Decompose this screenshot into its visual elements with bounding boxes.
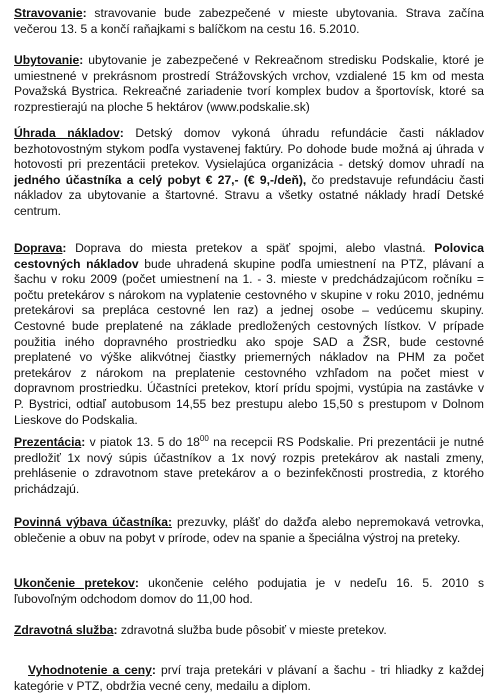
heading-colon: : xyxy=(151,663,156,677)
doprava-text-2: bude uhradená skupine podľa umiestnení na PTZ, plávaní a šachu v roku 2009 (počet umiestnení na 1. - 3. mieste v predchádzajúcom ročníku = počtu pretekárov s nárokom na vyplatenie cestovného v skupine v roku 2010, jednému pretekárovi sa prepláca cestovné len raz) a jednej osobe – vedúcemu skupiny. Cestovné bude preplatené na základe predložených cestovných lístkov. V prípade použitia iného dopravného prostriedku ako spoje SAD a ŽSR, bude cestovné preplatené vo výške alikvótnej čiastky priemerných nákladov na PHM za počet pretekárov z nárokom na preplatenie cestovného vzhľadom na počet miest v dopravnom prostriedku. Účastníci pretekov, ktorí prídu spojmi, vystúpia na zastávke v P. Bystrici, odtiaľ autobusom 14,55 bez prestupu alebo 15,50 s prestupom v Dolnom Lieskove do Podskalia. xyxy=(14,256,484,427)
heading-uhrada-nakladov: Úhrada nákladov xyxy=(14,126,120,140)
heading-vyhodnotenie: Vyhodnotenie a ceny xyxy=(28,663,152,677)
uhrada-text-2: čo predstavuje refundáciu časti nákladov za ubytovanie a štartovné. Stravu a všetky ostatné náklady hradí Detské centrum. xyxy=(14,172,484,218)
heading-ukoncenie: Ukončenie pretekov xyxy=(14,576,135,590)
heading-povinna-vybava: Povinná výbava účastníka: xyxy=(14,515,172,529)
section-stravovanie xyxy=(14,6,484,37)
heading-prezentacia: Prezentácia xyxy=(14,435,82,449)
section-ukoncenie xyxy=(14,576,484,607)
doprava-text-1: Doprava do miesta pretekov a späť spojmi, alebo vlastná. xyxy=(66,241,435,255)
heading-colon: : xyxy=(79,53,84,67)
section-povinna-vybava xyxy=(14,515,484,546)
heading-colon: : xyxy=(134,576,139,590)
stravovanie-text: stravovanie bude zabezpečené v mieste ubytovania. Strava začína večerou 13. 5 a končí raňajkami s balíčkom na cestu 16. 5.2010. xyxy=(14,6,484,36)
heading-stravovanie: Stravovanie xyxy=(14,6,83,20)
vyhodnotenie-text: prví traja pretekári v plávaní a šachu - tri hliadky z každej kategórie v PTZ, obdržia vecné ceny, medailu a diplom. xyxy=(14,663,484,693)
doprava-half-costs: Polovica cestovných nákladov xyxy=(14,241,484,271)
heading-colon: : xyxy=(82,6,87,20)
heading-colon: : xyxy=(62,241,67,255)
prezentacia-text-2: na recepcii RS Podskalie. Pri prezentácii je nutné predložiť 1x nový súpis účastníkov a 1x nový rozpis pretekárov ak nastali zmeny, prehlásenie o zdravotnom stave pretekárov a o bezinfekčnosti prostredia, z ktorého prichádzajú. xyxy=(14,435,485,496)
heading-colon: : xyxy=(119,126,124,140)
section-zdravotna-sluzba xyxy=(14,623,484,639)
prezentacia-text-1: v piatok 13. 5 do 18 xyxy=(85,435,200,449)
uhrada-amount: jedného účastníka a celý pobyt € 27,- (€ 9,-/deň), xyxy=(14,172,307,187)
heading-ubytovanie: Ubytovanie xyxy=(14,53,80,67)
vybava-text: prezuvky, plášť do dažďa alebo nepremokavá vetrovka, oblečenie a obuv na pobyt v prírode, odev na spanie a špeciálna výstroj na preteky. xyxy=(14,515,484,545)
heading-colon: : xyxy=(81,435,86,449)
ukoncenie-text: ukončenie celého podujatia je v nedeľu 16. 5. 2010 s ľubovoľným odchodom domov do 11,00 hod. xyxy=(14,576,484,606)
heading-colon: : xyxy=(113,623,118,637)
heading-doprava: Doprava xyxy=(14,241,63,255)
section-ubytovanie xyxy=(14,53,484,115)
section-uhrada-nakladov xyxy=(14,126,484,220)
time-superscript: 00 xyxy=(199,433,209,443)
section-doprava xyxy=(14,241,484,428)
section-vyhodnotenie xyxy=(14,663,484,694)
uhrada-text-1: Detský domov vykoná úhradu refundácie časti nákladov bezhotovostným stykom podľa vystavenej faktúry. Po dohode bude možná aj úhrada v hotovosti pri prezentácii pretekov. Vysielajúca organizácia - detský domov uhradí na xyxy=(14,126,484,172)
section-prezentacia xyxy=(14,435,484,497)
ubytovanie-text: ubytovanie je zabezpečené v Rekreačnom stredisku Podskalie, ktoré je umiestnené v prekrásnom prostredí Strážovských vrchov, vzdialené 15 km od mesta Považská Bystrica. Rekreačné zariadenie tvorí komplex budov a športovísk, ktoré sa rozprestierajú na ploche 5 hektárov (www.podskalie.sk) xyxy=(14,53,484,114)
heading-zdravotna-sluzba: Zdravotná služba xyxy=(14,623,114,637)
zdravotna-text: zdravotná služba bude pôsobiť v mieste pretekov. xyxy=(117,623,387,637)
